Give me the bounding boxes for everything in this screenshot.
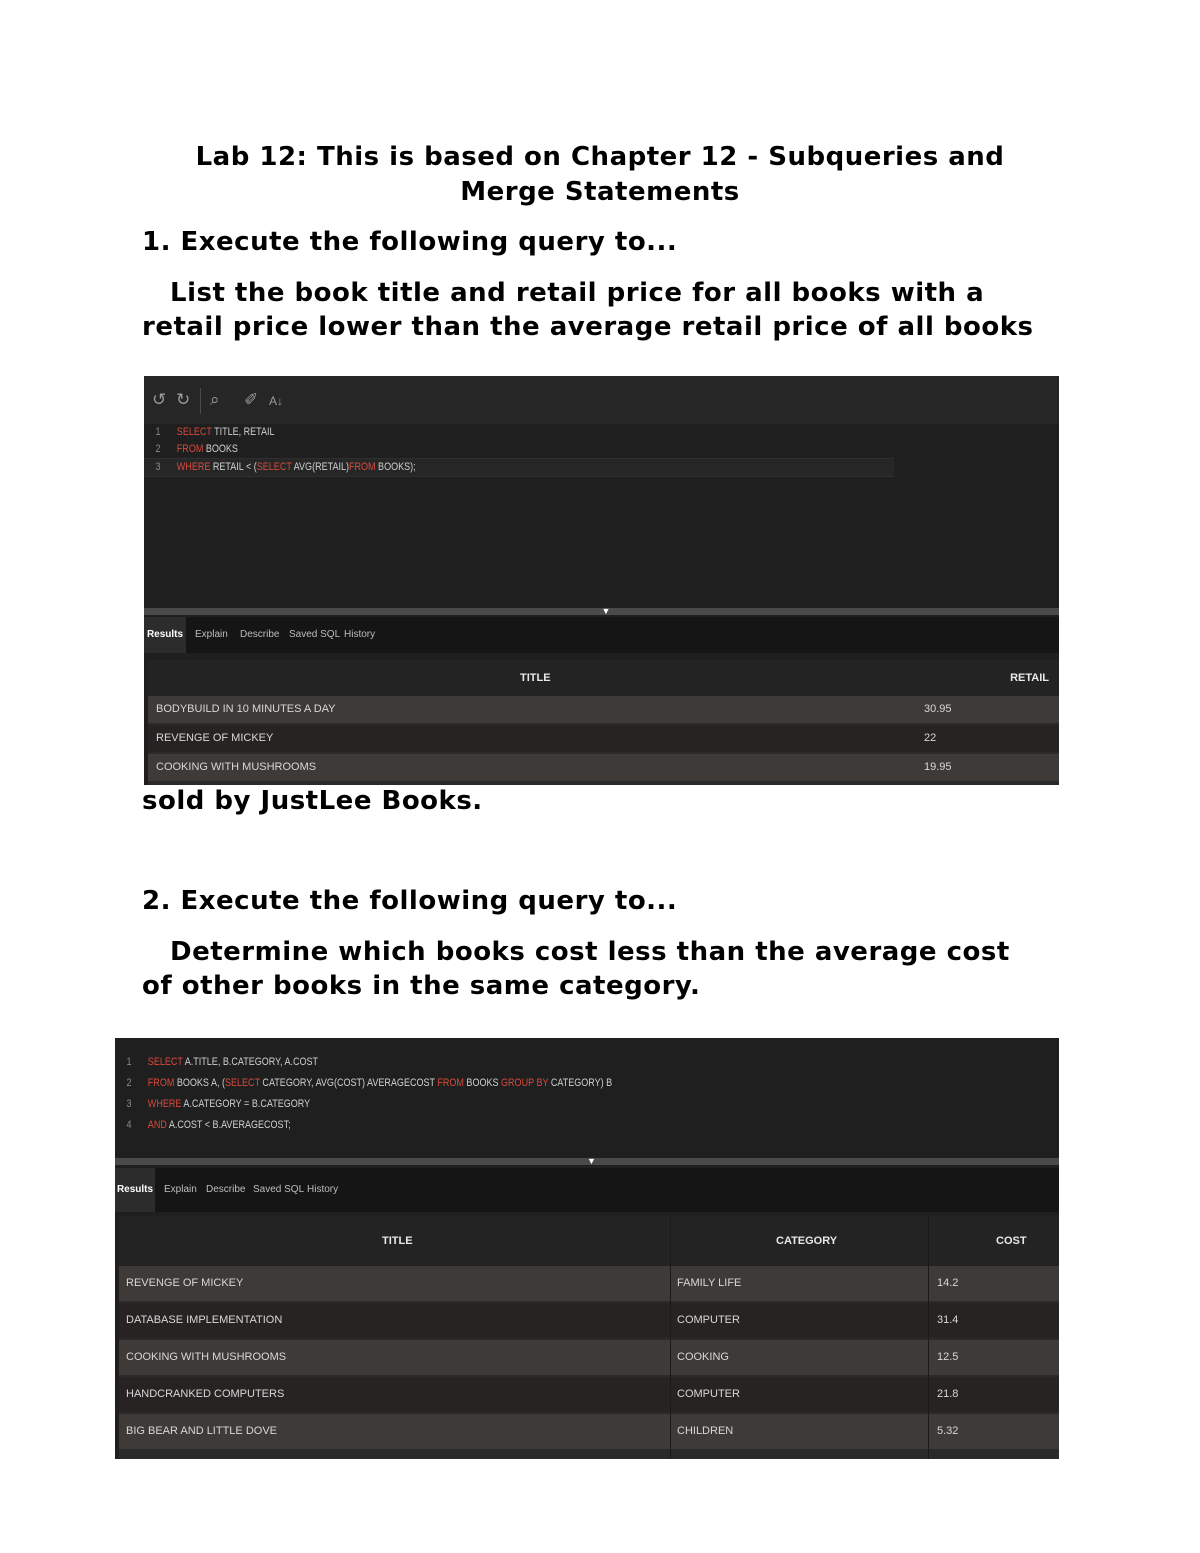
table-cell: 30.95 <box>924 703 952 715</box>
line-number: 4 <box>126 1119 132 1131</box>
table-cell: CHILDREN <box>677 1425 734 1437</box>
table-cell: FAMILY LIFE <box>677 1277 742 1289</box>
pane-splitter[interactable] <box>144 608 1059 615</box>
sql-keyword: WHERE <box>176 461 211 473</box>
sql-keyword: FROM <box>147 1077 175 1089</box>
table-cell: 21.8 <box>937 1388 959 1400</box>
question-2-text-line-2: of other books in the same category. <box>142 971 701 1001</box>
tab-explain[interactable]: Explain <box>195 629 228 640</box>
table-cell: BODYBUILD IN 10 MINUTES A DAY <box>156 703 336 715</box>
column-header-category[interactable]: CATEGORY <box>776 1235 838 1247</box>
sql-text: TITLE, RETAIL <box>211 426 275 438</box>
tab-history[interactable]: History <box>307 1184 339 1195</box>
column-divider <box>670 1216 671 1459</box>
question-1-text-line-3: sold by JustLee Books. <box>142 786 483 816</box>
column-divider <box>928 1216 929 1459</box>
redo-icon[interactable]: ↻ <box>176 390 191 409</box>
editor-toolbar <box>144 376 1059 425</box>
page-title-line-2: Merge Statements <box>460 177 740 207</box>
table-cell: HANDCRANKED COMPUTERS <box>126 1388 285 1400</box>
table-row[interactable] <box>148 725 1059 752</box>
table-cell: 5.32 <box>937 1425 959 1437</box>
code-line[interactable] <box>144 424 894 441</box>
tab-describe[interactable]: Describe <box>240 629 280 640</box>
query-1-screenshot <box>144 376 1059 785</box>
table-cell: COMPUTER <box>677 1388 740 1400</box>
table-cell: REVENGE OF MICKEY <box>126 1277 244 1289</box>
collapse-caret-icon[interactable]: ▼ <box>601 606 611 616</box>
line-number: 2 <box>155 443 161 455</box>
grid-header <box>119 1216 1059 1266</box>
autocomplete-icon[interactable]: A↓ <box>269 394 284 408</box>
results-grid <box>148 660 1059 785</box>
undo-icon[interactable]: ↺ <box>152 390 167 409</box>
column-header-title[interactable]: TITLE <box>520 672 551 684</box>
table-cell: COMPUTER <box>677 1314 740 1326</box>
sql-keyword: FROM <box>176 443 204 455</box>
line-number: 1 <box>126 1056 132 1068</box>
results-tabs <box>144 617 1059 653</box>
line-number: 1 <box>155 426 161 438</box>
table-row[interactable] <box>119 1414 1059 1449</box>
table-cell: 14.2 <box>937 1277 959 1289</box>
sql-keyword: FROM <box>348 461 376 473</box>
code-line[interactable] <box>115 1054 889 1071</box>
line-number: 3 <box>155 461 161 473</box>
table-row[interactable] <box>119 1377 1059 1412</box>
table-cell: BIG BEAR AND LITTLE DOVE <box>126 1425 277 1437</box>
tab-results[interactable]: Results <box>144 617 186 653</box>
page-title-line-1: Lab 12: This is based on Chapter 12 - Subqueries and <box>195 142 1005 172</box>
table-cell: DATABASE IMPLEMENTATION <box>126 1314 283 1326</box>
sql-keyword: SELECT <box>176 426 212 438</box>
sql-text: AVG(RETAIL) <box>291 461 349 473</box>
table-row[interactable] <box>119 1303 1059 1338</box>
grid-header <box>148 660 1059 696</box>
table-cell: COOKING WITH MUSHROOMS <box>156 761 317 773</box>
search-icon[interactable]: ⌕ <box>210 390 220 409</box>
sql-editor-2[interactable] <box>115 1038 1059 1158</box>
tab-history[interactable]: History <box>344 629 376 640</box>
sql-keyword: SELECT <box>147 1056 183 1068</box>
sql-text: A.COST < B.AVERAGECOST; <box>166 1119 291 1131</box>
results-grid-2 <box>119 1216 1059 1459</box>
sql-text: CATEGORY, AVG(COST) AVERAGECOST <box>259 1077 438 1089</box>
column-header-cost[interactable]: COST <box>996 1235 1027 1247</box>
question-2-text-line-1: Determine which books cost less than the average cost <box>170 937 1010 967</box>
results-tabs-2 <box>115 1168 1059 1212</box>
question-1-text-line-2: retail price lower than the average retail price of all books <box>142 312 1034 342</box>
sql-text: A.TITLE, B.CATEGORY, A.COST <box>182 1056 319 1068</box>
sql-text: A.CATEGORY = B.CATEGORY <box>181 1098 311 1110</box>
table-cell: 12.5 <box>937 1351 959 1363</box>
sql-text: BOOKS); <box>375 461 416 473</box>
sql-keyword: FROM <box>437 1077 464 1089</box>
tab-explain[interactable]: Explain <box>164 1184 197 1195</box>
table-row[interactable] <box>148 696 1059 723</box>
sql-keyword: WHERE <box>147 1098 182 1110</box>
tab-describe[interactable]: Describe <box>206 1184 246 1195</box>
query-2-screenshot <box>115 1038 1059 1459</box>
sql-text: CATEGORY) B <box>548 1077 613 1089</box>
question-2-heading: 2. Execute the following query to... <box>142 886 678 916</box>
table-cell: 22 <box>924 732 937 744</box>
column-header-title[interactable]: TITLE <box>382 1235 413 1247</box>
table-cell: COOKING <box>677 1351 729 1363</box>
code-line[interactable] <box>115 1117 889 1134</box>
line-number: 2 <box>126 1077 132 1089</box>
question-1-heading: 1. Execute the following query to... <box>142 227 678 257</box>
tab-saved-sql[interactable]: Saved SQL <box>253 1184 305 1195</box>
sql-text: BOOKS <box>463 1077 502 1089</box>
tab-results[interactable]: Results <box>115 1168 155 1212</box>
collapse-caret-icon[interactable]: ▼ <box>587 1156 596 1166</box>
sql-keyword: SELECT <box>256 461 292 473</box>
sql-keyword: GROUP BY <box>501 1077 549 1089</box>
column-header-retail[interactable]: RETAIL <box>1010 672 1049 684</box>
tab-saved-sql[interactable]: Saved SQL <box>289 629 341 640</box>
table-cell: 31.4 <box>937 1314 959 1326</box>
table-row[interactable] <box>119 1340 1059 1375</box>
table-row[interactable] <box>148 754 1059 781</box>
sql-keyword: AND <box>147 1119 167 1131</box>
question-1-text-line-1: List the book title and retail price for all books with a <box>170 278 985 308</box>
toolbar-separator <box>200 388 201 414</box>
pane-splitter-2[interactable] <box>115 1158 1059 1165</box>
code-line[interactable] <box>115 1096 889 1113</box>
code-line[interactable] <box>144 441 894 458</box>
format-icon[interactable]: ✐ <box>244 390 259 409</box>
sql-text: BOOKS <box>203 443 238 455</box>
sql-text: BOOKS A, ( <box>174 1077 225 1089</box>
table-cell: 19.95 <box>924 761 952 773</box>
sql-keyword: SELECT <box>224 1077 260 1089</box>
table-cell: REVENGE OF MICKEY <box>156 732 274 744</box>
table-cell: COOKING WITH MUSHROOMS <box>126 1351 287 1363</box>
sql-editor[interactable] <box>144 424 1059 608</box>
code-line[interactable] <box>115 1075 889 1092</box>
table-row[interactable] <box>119 1266 1059 1301</box>
code-line[interactable] <box>144 458 894 477</box>
line-number: 3 <box>126 1098 132 1110</box>
sql-text: RETAIL < ( <box>210 461 257 473</box>
